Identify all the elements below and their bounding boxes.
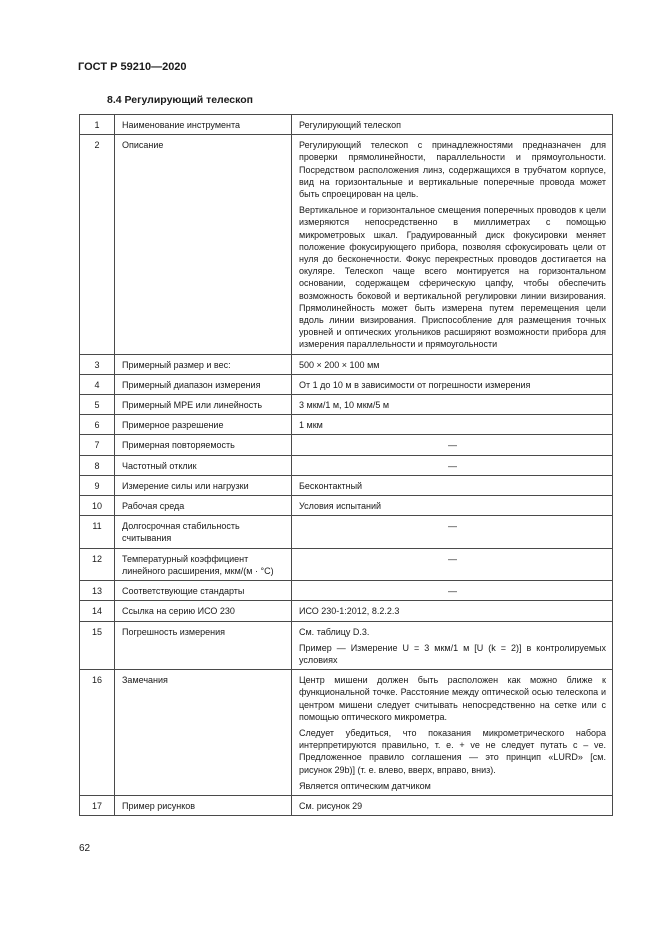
table-row: [80, 374, 613, 394]
empty-value-dash: —: [448, 553, 457, 564]
parameter-value: [292, 475, 613, 495]
table-row: [80, 395, 613, 415]
value-paragraph: Пример — Измерение U = 3 мкм/1 м [U (k = 2)] в контролируемых условиях: [299, 642, 606, 665]
table-row: [80, 115, 613, 135]
document-header: ГОСТ Р 59210—2020: [78, 61, 187, 73]
row-number: 14: [80, 601, 115, 621]
parameter-value: [292, 374, 613, 394]
parameter-name: Примерное разрешение: [115, 415, 292, 435]
parameter-name: Измерение силы или нагрузки: [115, 475, 292, 495]
parameter-name: Пример рисунков: [115, 795, 292, 815]
parameter-name: Замечания: [115, 670, 292, 796]
empty-value-dash: —: [448, 440, 457, 451]
parameter-name: Наименование инструмента: [115, 115, 292, 135]
parameter-value: [292, 135, 613, 354]
value-paragraph: 1 мкм: [299, 420, 323, 431]
row-number: 12: [80, 548, 115, 580]
parameter-value: [292, 516, 613, 548]
table-row: [80, 601, 613, 621]
table-row: [80, 581, 613, 601]
row-number: 3: [80, 354, 115, 374]
parameter-value: [292, 601, 613, 621]
parameter-value: [292, 435, 613, 455]
parameter-value: [292, 354, 613, 374]
specification-table: [79, 114, 613, 816]
row-number: 13: [80, 581, 115, 601]
row-number: 6: [80, 415, 115, 435]
parameter-name: Погрешность измерения: [115, 621, 292, 670]
parameter-value: [292, 115, 613, 135]
value-paragraph: Условия испытаний: [299, 501, 382, 512]
row-number: 7: [80, 435, 115, 455]
table-row: [80, 516, 613, 548]
value-paragraph: См. таблицу D.3.: [299, 626, 370, 637]
row-number: 4: [80, 374, 115, 394]
section-title: 8.4 Регулирующий телескоп: [107, 94, 253, 106]
empty-value-dash: —: [448, 521, 457, 532]
parameter-value: [292, 670, 613, 796]
value-paragraph: Регулирующий телескоп: [299, 120, 401, 130]
parameter-value: [292, 548, 613, 580]
table-row: [80, 670, 613, 796]
parameter-name: Соответствующие стандарты: [115, 581, 292, 601]
table-row: [80, 496, 613, 516]
row-number: 9: [80, 475, 115, 495]
table-row: [80, 435, 613, 455]
value-paragraph: 500 × 200 × 100 мм: [299, 359, 380, 370]
parameter-value: [292, 621, 613, 670]
row-number: 11: [80, 516, 115, 548]
table-row: [80, 354, 613, 374]
row-number: 16: [80, 670, 115, 796]
value-paragraph: От 1 до 10 м в зависимости от погрешности измерения: [299, 379, 531, 390]
value-paragraph: Является оптическим датчиком: [299, 780, 431, 791]
row-number: 10: [80, 496, 115, 516]
parameter-name: Примерный диапазон измерения: [115, 374, 292, 394]
table-row: [80, 455, 613, 475]
parameter-value: [292, 455, 613, 475]
value-paragraph: Регулирующий телескоп с принадлежностями предназначен для проверки прямолинейности, параллельности и прямоугольности. Посредством расположения линз, содержащихся в трубчатом корпусе, вид на горизонтальные и вертикальные поперечные провода может быть спроецирован на цель.: [299, 140, 606, 200]
value-paragraph: Следует убедиться, что показания микрометрического набора интерпретируются правильно, т. е. + ve не следует путать с – ve. Предложенное правило соглашения — это принцип «LURD» [см. рисунок 29b)] (т. е. влево, вверх, вправо, вниз).: [299, 727, 606, 775]
row-number: 17: [80, 795, 115, 815]
value-paragraph: 3 мкм/1 м, 10 мкм/5 м: [299, 400, 390, 411]
row-number: 5: [80, 395, 115, 415]
row-number: 2: [80, 135, 115, 354]
empty-value-dash: —: [448, 586, 457, 597]
value-paragraph: Вертикальное и горизонтальное смещения поперечных проводов к цели измеряются непосредственно в миллиметрах с помощью микрометровых шкал. Градуированный диск фокусировки меняет положение фокусирующего прибора, позволяя сфокусировать цели от нуля до бесконечности. Фокус перекрестных проводов достигается на окуляре. Телескоп чаще всего монтируется на горизонтальном основании, содержащем сферическую цапфу, чтобы обеспечить возможность боковой и вертикальной регулировки линии визирования. Прямолинейность может быть измерена путем перемещения цели вдоль линии визирования. Приспособление для размещения точных уровней и оптических угольников расширяют возможности прибора для измерения параллельности и прямоугольности: [299, 205, 606, 350]
empty-value-dash: —: [448, 460, 457, 471]
table-row: [80, 548, 613, 580]
page-number: 62: [79, 843, 91, 854]
table-row: [80, 475, 613, 495]
table-row: [80, 621, 613, 670]
parameter-name: Долгосрочная стабильность считывания: [115, 516, 292, 548]
parameter-value: [292, 415, 613, 435]
specification-table-body: [80, 115, 613, 816]
value-paragraph: См. рисунок 29: [299, 800, 363, 811]
value-paragraph: Центр мишени должен быть расположен как можно ближе к функциональной точке. Расстояние между оптической осью телескопа и центром мишени следует считывать непосредственно на сетке или с помощью оптического микрометра.: [299, 675, 606, 722]
parameter-value: [292, 795, 613, 815]
parameter-name: Примерная повторяемость: [115, 435, 292, 455]
parameter-name: Температурный коэффициент линейного расширения, мкм/(м · °С): [115, 548, 292, 580]
row-number: 15: [80, 621, 115, 670]
parameter-name: Примерный MPE или линейность: [115, 395, 292, 415]
parameter-name: Описание: [115, 135, 292, 354]
table-row: [80, 135, 613, 354]
parameter-name: Рабочая среда: [115, 496, 292, 516]
parameter-name: Ссылка на серию ИСО 230: [115, 601, 292, 621]
row-number: 8: [80, 455, 115, 475]
table-row: [80, 795, 613, 815]
parameter-name: Примерный размер и вес:: [115, 354, 292, 374]
value-paragraph: Бесконтактный: [299, 480, 363, 491]
parameter-value: [292, 395, 613, 415]
parameter-value: [292, 496, 613, 516]
row-number: 1: [80, 115, 115, 135]
value-paragraph: ИСО 230-1:2012, 8.2.2.3: [299, 606, 400, 617]
parameter-value: [292, 581, 613, 601]
parameter-name: Частотный отклик: [115, 455, 292, 475]
table-row: [80, 415, 613, 435]
